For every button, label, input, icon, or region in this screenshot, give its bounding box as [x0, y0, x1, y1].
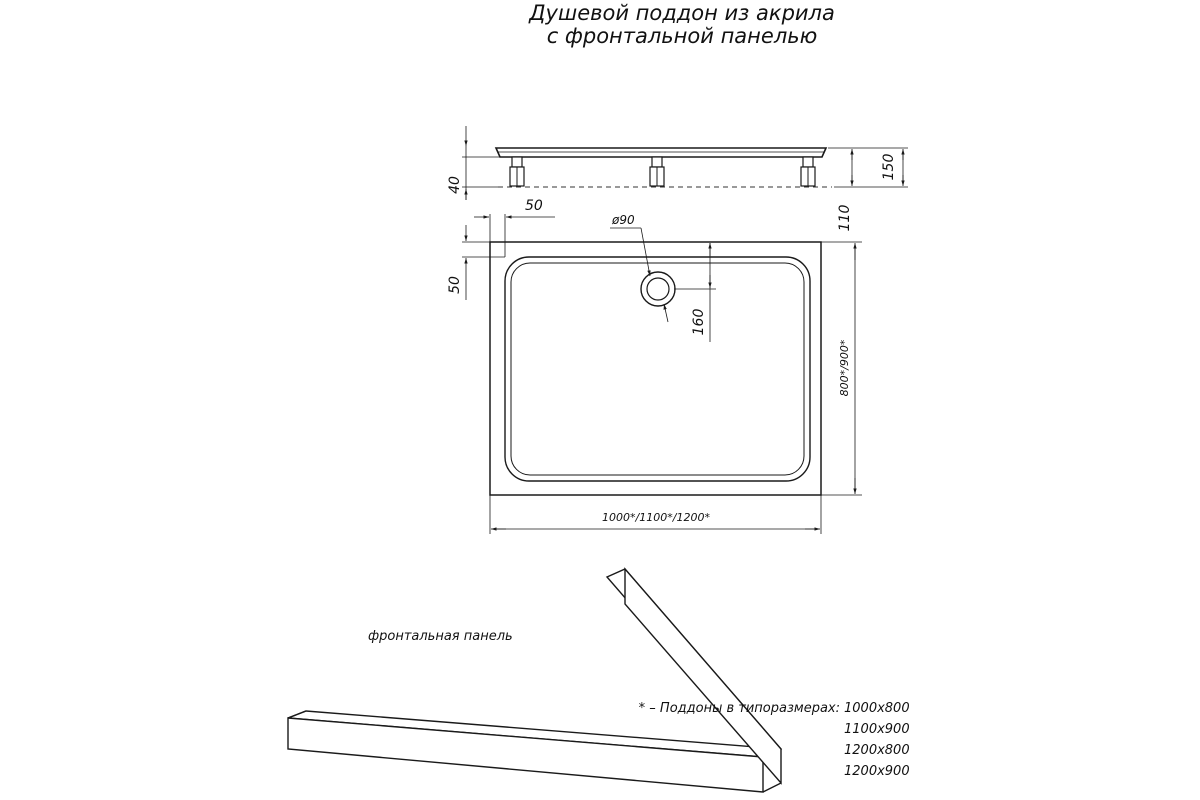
front-panel-illustration: [288, 569, 781, 792]
dim-legs-label: 40: [447, 176, 463, 194]
footnote-size-4: 1200x900: [844, 764, 910, 779]
leg-left: [510, 157, 524, 186]
plan-view: [447, 198, 862, 534]
title-line-1: Душевой поддон из акрила: [529, 1, 835, 25]
dim-depth-label: 800*/900*: [838, 339, 851, 397]
leg-right: [801, 157, 815, 186]
footnote-prefix: * – Поддоны в типоразмерах:: [638, 701, 840, 716]
dim-drain-offset-label: 160: [691, 308, 707, 336]
footnote-size-2: 1100x900: [844, 722, 910, 737]
title-line-2: с фронтальной панелью: [546, 24, 818, 48]
leg-center: [650, 157, 664, 186]
dim-width-label: 1000*/1100*/1200*: [602, 511, 710, 524]
front-panel-label: фронтальная панель: [368, 629, 513, 644]
dim-drain-diameter-label: ø90: [612, 213, 635, 227]
dim-left-offset-label: 50: [525, 198, 543, 214]
dim-side-label: 110: [837, 204, 853, 232]
drain-inner: [647, 278, 669, 300]
side-view: [447, 126, 908, 231]
dim-height-label: 150: [881, 153, 897, 181]
dim-top-offset-label: 50: [447, 276, 463, 294]
footnote-size-1: 1000x800: [844, 701, 910, 716]
footnote-size-3: 1200x800: [844, 743, 910, 758]
